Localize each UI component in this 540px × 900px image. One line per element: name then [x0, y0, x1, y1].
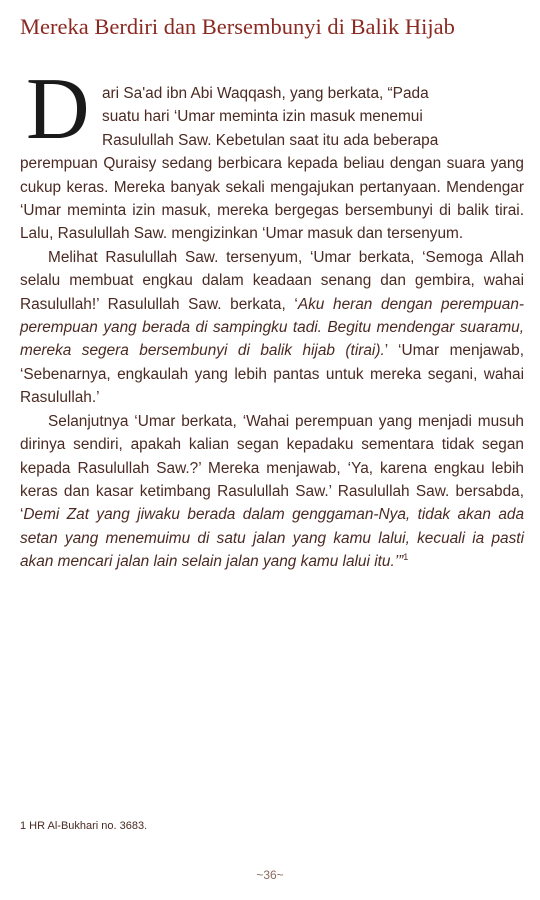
paragraph-1-line-2: suatu hari ‘Umar meminta izin masuk menemui	[102, 108, 423, 126]
body-text	[20, 82, 524, 574]
paragraph-3-text-1: Selanjutnya ‘Umar berkata, ‘Wahai perempuan yang menjadi musuh dirinya sendiri, apakah kalian segan kepadaku sementara tidak segan kepada Rasulullah Saw.?’ Mereka menjawab, ‘Ya, karena engkau lebih keras dan kasar ketimbang Rasulullah Saw.’ Rasulullah Saw. bersabda, ‘	[20, 412, 524, 524]
paragraph-1-rest: perempuan Quraisy sedang berbicara kepada beliau dengan suara yang cukup keras. Mereka banyak sekali mengajukan pertanyaan. Mendengar ‘Umar meminta izin masuk, mereka bergegas bersembunyi di balik tirai. Lalu, Rasulullah Saw. mengizinkan ‘Umar masuk dan tersenyum.	[20, 155, 524, 243]
paragraph-1	[20, 82, 524, 246]
paragraph-3	[20, 410, 524, 574]
chapter-title: Mereka Berdiri dan Bersembunyi di Balik Hijab	[20, 14, 455, 39]
paragraph-2-text-2: ’ ‘Umar menjawab, ‘Sebenarnya, engkaulah yang lebih pantas untuk mereka segani, wahai Rasulullah.’	[20, 342, 524, 407]
paragraph-3-text-2: ’”	[394, 553, 404, 571]
footnote: 1 HR Al-Bukhari no. 3683.	[20, 820, 148, 832]
drop-cap: D	[26, 61, 90, 158]
paragraph-1-line-3: Rasulullah Saw. Kebetulan saat itu ada beberapa	[102, 131, 439, 149]
page-number: ~36~	[256, 868, 284, 882]
paragraph-2-text-1: Melihat Rasulullah Saw. tersenyum, ‘Umar berkata, ‘Semoga Allah selalu membuat engkau dalam keadaan senang dan gembira, wahai Rasulullah!’ Rasulullah Saw. berkata, ‘	[20, 248, 524, 313]
footnote-ref: 1	[403, 552, 409, 562]
paragraph-3-italic: Demi Zat yang jiwaku berada dalam genggaman-Nya, tidak akan ada setan yang menemuimu di satu jalan yang kamu lalui, kecuali ia pasti akan mencari jalan lain selain jalan yang kamu lalui itu.	[20, 506, 524, 571]
paragraph-2	[20, 246, 524, 410]
paragraph-1-line-1: ari Sa'ad ibn Abi Waqqash, yang berkata, “Pada	[102, 85, 429, 102]
paragraph-2-italic: Aku heran dengan perempuan-perempuan yang berada di sampingku tadi. Begitu mendengar suaramu, mereka segera bersembunyi di balik hijab (tirai).	[20, 295, 525, 360]
